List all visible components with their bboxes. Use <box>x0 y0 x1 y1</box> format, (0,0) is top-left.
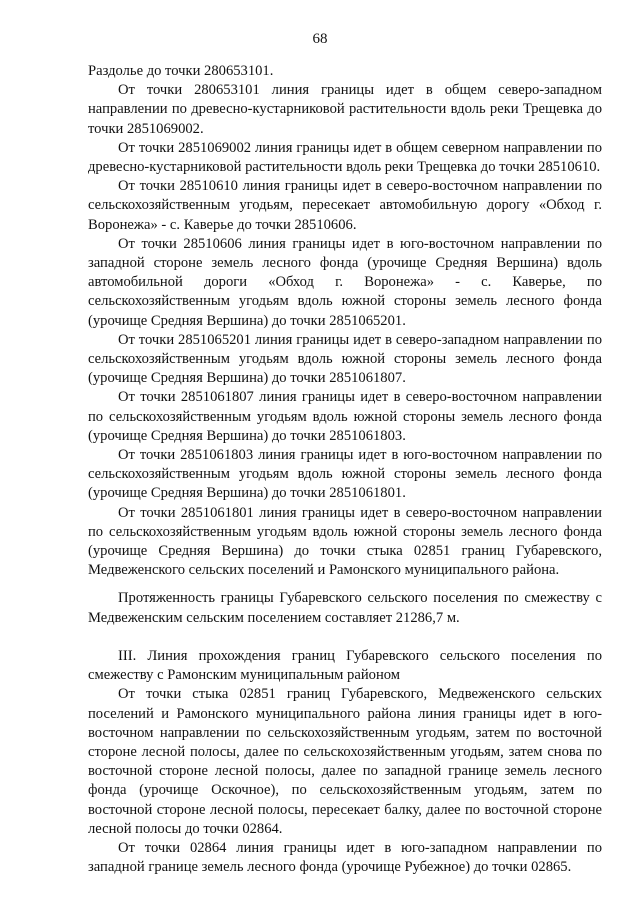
boundary-length-summary: Протяженность границы Губаревского сельского поселения по смежеству с Медвеженским сельским поселением составляет 21286,7 м. <box>88 590 602 626</box>
paragraph: От точки 2851065201 линия границы идет в северо-западном направлении по сельскохозяйственным угодьям вдоль южной стороны земель лесного фонда (урочище Средняя Вершина) до точки 2851061807. <box>88 331 602 387</box>
paragraph: От точки 2851069002 линия границы идет в общем северном направлении по древесно-кустарниковой растительности вдоль реки Трещевка до точки 28510610. <box>88 139 602 176</box>
page-number: 68 <box>312 31 328 47</box>
paragraph: От точки 2851061807 линия границы идет в северо-восточном направлении по сельскохозяйственным угодьям вдоль южной стороны земель лесного фонда (урочище Средняя Вершина) до точки 2851061803. <box>88 389 602 444</box>
paragraph: От точки 280653101 линия границы идет в общем северо-западном направлении по древесно-кустарниковой растительности вдоль реки Трещевка до точки 2851069002. <box>88 82 602 137</box>
document-body <box>88 62 602 877</box>
paragraph: От точки 28510606 линия границы идет в юго-восточном направлении по западной стороне земель лесного фонда (урочище Средняя Вершина) вдоль автомобильной дороги «Обход г. Воронежа» - с. Каверье, по сельскохозяйственным угодьям вдоль южной стороны земель лесного фонда (урочище Средняя Вершина) до точки 2851065201. <box>88 235 602 329</box>
paragraph: От точки 02864 линия границы идет в юго-западном направлении по западной границе земель лесного фонда (урочище Рубежное) до точки 02865. <box>88 839 602 876</box>
paragraph: От точки 28510610 линия границы идет в северо-восточном направлении по сельскохозяйственным угодьям, пересекает автомобильную дорогу «Обход г. Воронежа» - с. Каверье до точки 28510606. <box>88 178 602 233</box>
paragraph-continuation: Раздолье до точки 280653101. <box>88 63 274 79</box>
paragraph: От точки стыка 02851 границ Губаревского, Медвеженского сельских поселений и Рамонского муниципального района линия границы идет в юго-восточном направлении по сельскохозяйственным угодьям, затем по восточной стороне лесной полосы, далее по сельскохозяйственным угодьям, затем снова по восточной стороне лесной полосы, далее по западной границе земель лесного фонда (урочище Оскочное), по сельскохозяйственным угодьям, затем по восточной стороне лесной полосы, пересекает балку, далее по восточной стороне лесной полосы до точки 02864. <box>88 686 602 837</box>
paragraph: От точки 2851061803 линия границы идет в юго-восточном направлении по сельскохозяйственным угодьям вдоль южной стороны земель лесного фонда (урочище Средняя Вершина) до точки 2851061801. <box>88 447 602 502</box>
paragraph: От точки 2851061801 линия границы идет в северо-восточном направлении по сельскохозяйственным угодьям вдоль южной стороны земель лесного фонда (урочище Средняя Вершина) до точки стыка 02851 границ Губаревского, Медвеженского сельских поселений и Рамонского муниципального района. <box>88 504 602 579</box>
section-heading: III. Линия прохождения границ Губаревского сельского поселения по смежеству с Рамонским муниципальным районом <box>88 647 602 684</box>
